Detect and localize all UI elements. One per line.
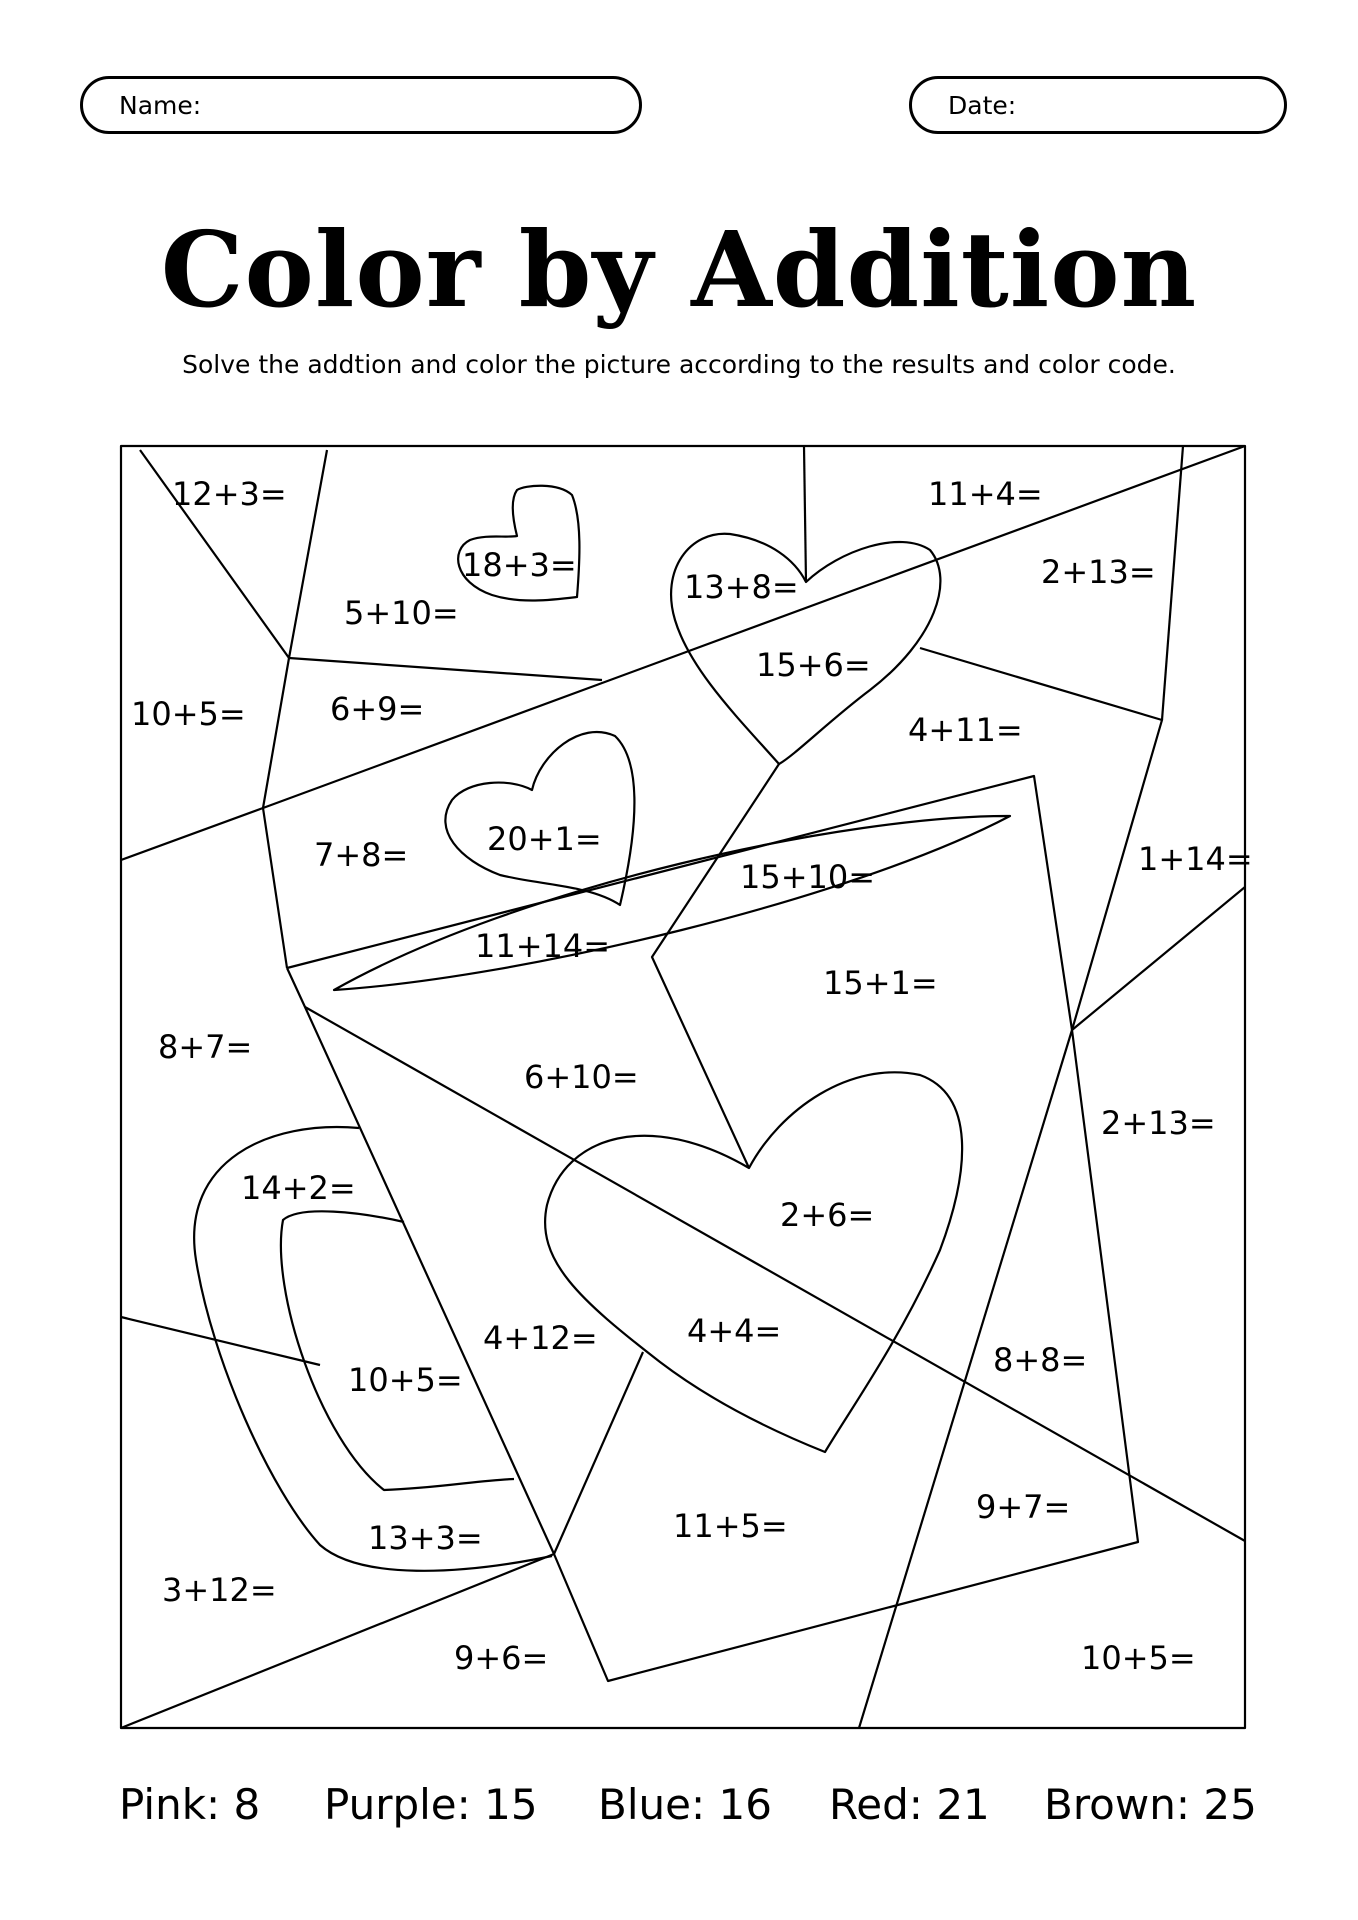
legend-color-name: Brown [1044,1780,1176,1829]
problem-label: 13+8= [684,568,799,606]
region-line [920,648,1162,1030]
problem-label: 15+1= [823,964,938,1002]
legend-item-brown: Brown: 25 [1044,1780,1257,1829]
legend-color-name: Purple [324,1780,457,1829]
problem-label: 6+9= [330,690,425,728]
legend-item-blue: Blue: 16 [598,1780,772,1829]
region-line [554,1352,643,1554]
legend-value: 8 [233,1780,261,1829]
problem-label: 14+2= [241,1169,356,1207]
problem-label: 9+6= [454,1639,549,1677]
problem-label: 18+3= [462,546,577,584]
region-line [1162,446,1183,720]
problem-label: 15+6= [756,646,871,684]
problem-label: 12+3= [172,475,287,513]
problem-label: 11+5= [673,1507,788,1545]
problem-label: 4+12= [483,1319,598,1357]
legend-color-name: Pink [119,1780,207,1829]
problem-label: 15+10= [740,858,876,896]
problem-label: 2+13= [1101,1104,1216,1142]
problem-label: 5+10= [344,594,459,632]
region-line [289,658,602,680]
worksheet-title: Color by Addition [160,208,1198,331]
problem-label: 6+10= [524,1058,639,1096]
region-line [263,658,289,968]
legend-color-name: Red [829,1780,909,1829]
legend-value: 21 [936,1780,990,1829]
legend-value: 15 [484,1780,538,1829]
problem-label: 10+5= [1081,1639,1196,1677]
mug-handle-inner [281,1211,514,1490]
legend-value: 25 [1203,1780,1257,1829]
legend-color-name: Blue [598,1780,691,1829]
problem-label: 11+4= [928,475,1043,513]
legend-item-purple: Purple: 15 [324,1780,538,1829]
problem-label: 2+13= [1041,553,1156,591]
problem-label: 3+12= [162,1571,277,1609]
heart-middle [445,732,634,905]
instructions-text: Solve the addtion and color the picture according to the results and color code. [182,350,1176,379]
legend-value: 16 [718,1780,772,1829]
problem-label: 4+11= [908,711,1023,749]
region-line [859,1030,1072,1728]
problem-label: 13+3= [368,1519,483,1557]
problem-label: 10+5= [131,695,246,733]
problem-label: 7+8= [314,836,409,874]
region-line [804,446,806,582]
legend-item-red: Red: 21 [829,1780,990,1829]
problem-label: 4+4= [687,1312,782,1350]
date-label: Date: [948,91,1017,120]
problem-label: 10+5= [348,1361,463,1399]
problem-label: 8+7= [158,1028,253,1066]
problem-label: 2+6= [780,1196,875,1234]
problem-label: 9+7= [976,1488,1071,1526]
problem-label: 11+14= [475,927,611,965]
color-legend [0,1780,1358,1840]
problem-label: 8+8= [993,1341,1088,1379]
region-line [1072,887,1245,1030]
region-line [652,764,779,1168]
problem-label: 20+1= [487,820,602,858]
name-label: Name: [119,91,202,120]
legend-item-pink: Pink: 8 [119,1780,261,1829]
problem-label: 1+14= [1138,840,1253,878]
